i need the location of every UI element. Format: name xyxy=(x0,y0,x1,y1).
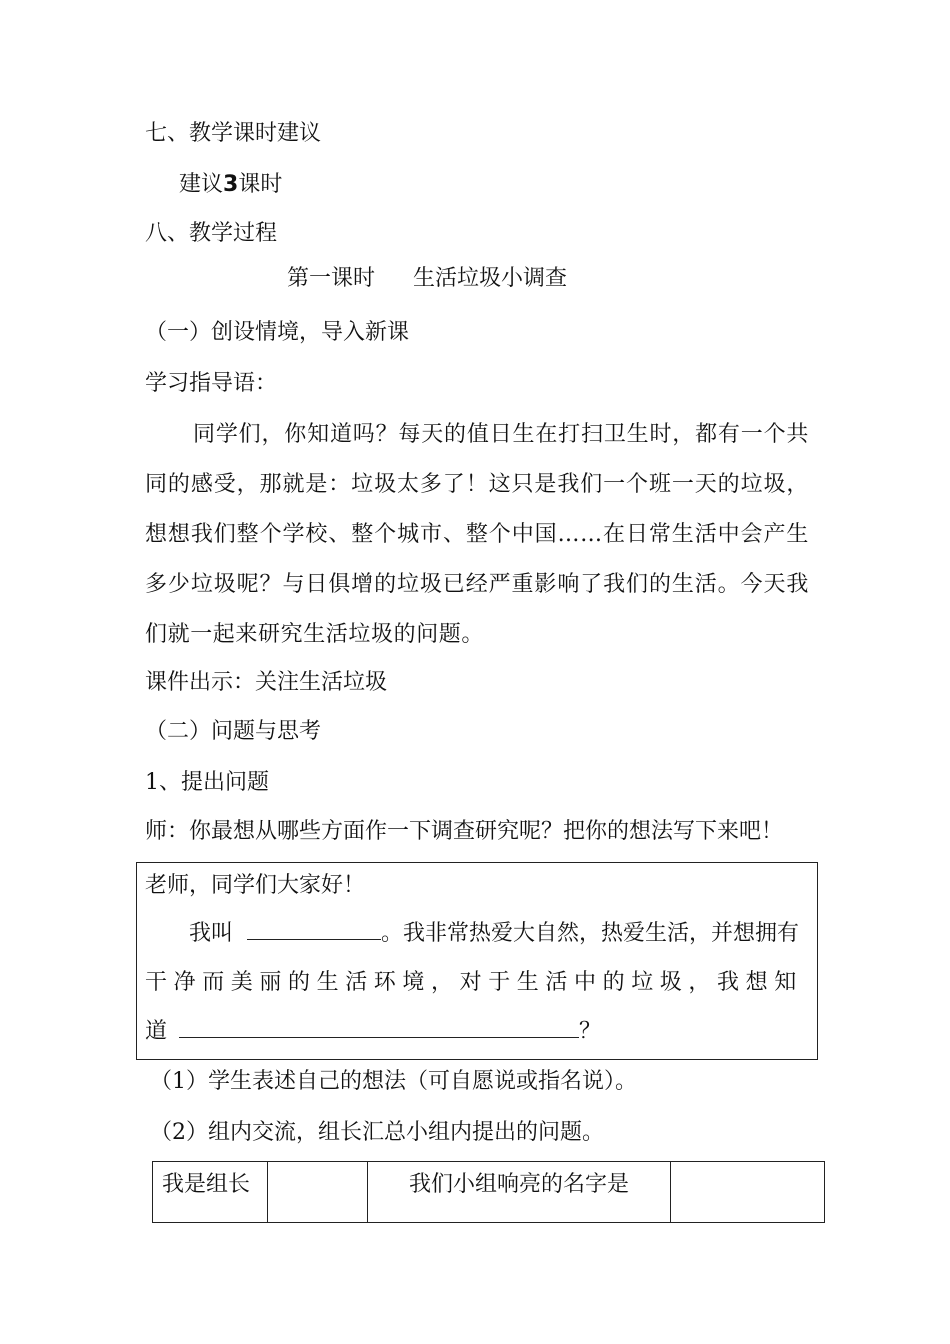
step-1: （1）学生表述自己的想法（可自愿说或指名说）。 xyxy=(150,1069,637,1094)
section-8-heading: 八、教学过程 xyxy=(145,221,278,246)
leader-name-cell[interactable] xyxy=(268,1162,368,1223)
group-info-table xyxy=(152,1161,825,1223)
guide-paragraph: 同学们，你知道吗？每天的值日生在打扫卫生时，都有一个共同的感受，那就是：垃圾太多了！这只是我们一个班一天的垃圾，想想我们整个学校、整个城市、整个中国……在日常生活中会产生多少垃圾呢？与日俱增的垃圾已经严重影响了我们的生活。今天我们就一起来研究生活垃圾的问题。 xyxy=(145,422,809,647)
leader-label-cell: 我是组长 xyxy=(153,1162,268,1223)
lesson-count-suggestion xyxy=(179,170,282,200)
group-name-cell[interactable] xyxy=(671,1162,825,1223)
box-line-2: 干净而美丽的生活环境，对于生活中的垃圾，我想知 xyxy=(145,970,803,995)
section-7-heading: 七、教学课时建议 xyxy=(145,121,322,146)
name-blank[interactable] xyxy=(247,919,381,940)
step-2: （2）组内交流，组长汇总小组内提出的问题。 xyxy=(150,1120,604,1145)
suggestion-suffix: 课时 xyxy=(238,172,283,197)
box-line-3-start: 道 xyxy=(145,1019,168,1044)
table-row xyxy=(153,1162,825,1223)
lesson-title xyxy=(287,264,567,294)
box-line-1 xyxy=(189,919,799,949)
question-blank[interactable] xyxy=(179,1017,579,1038)
box-greeting: 老师，同学们大家好！ xyxy=(145,873,366,898)
courseware-line: 课件出示：关注生活垃圾 xyxy=(145,670,388,695)
self-introduction-box xyxy=(136,862,818,1060)
part-1-heading: （一）创设情境，导入新课 xyxy=(145,320,410,345)
item-1-heading: 1、提出问题 xyxy=(145,770,269,795)
box-line-1-start: 我叫 xyxy=(189,921,234,946)
suggestion-prefix: 建议 xyxy=(179,172,224,197)
guide-label: 学习指导语： xyxy=(145,371,278,396)
box-line-1-end: 。我非常热爱大自然，热爱生活，并想拥有 xyxy=(381,921,800,946)
teacher-prompt: 师：你最想从哪些方面作一下调查研究呢？把你的想法写下来吧！ xyxy=(145,819,784,844)
lesson-title-period: 第一课时 xyxy=(287,266,376,291)
group-name-label-cell: 我们小组响亮的名字是 xyxy=(368,1162,671,1223)
lesson-count-number: 3 xyxy=(223,172,239,197)
box-line-3-end: ？ xyxy=(579,1019,602,1044)
box-line-3 xyxy=(145,1017,601,1047)
lesson-title-topic: 生活垃圾小调查 xyxy=(413,266,568,291)
part-2-heading: （二）问题与思考 xyxy=(145,719,322,744)
